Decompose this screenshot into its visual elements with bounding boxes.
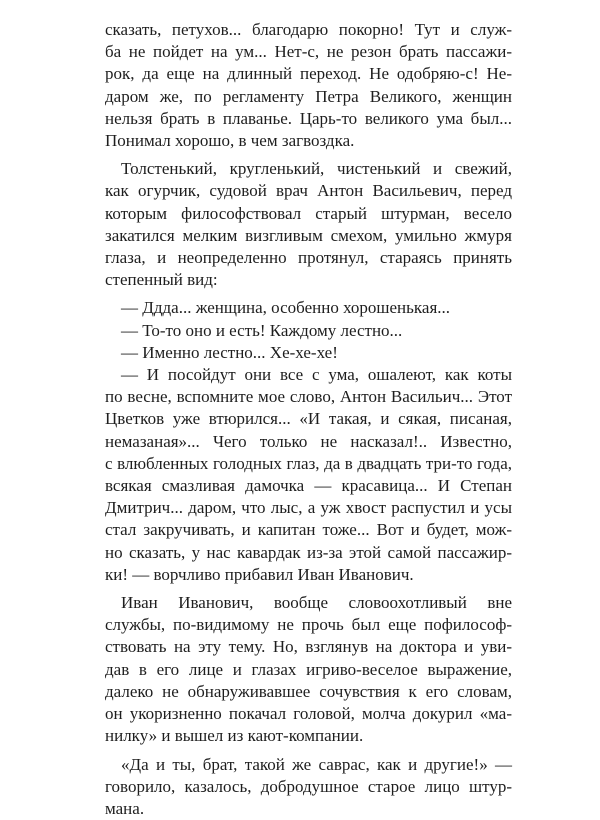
- text-line: «Да и ты, брат, такой же саврас, как и другие!» —: [105, 754, 512, 776]
- text-line: рок, да еще на длинный переход. Не одобряю-с! Не-: [105, 63, 512, 85]
- text-line: немазаная»... Чего только не насказал!.. Известно,: [105, 431, 512, 453]
- text-line: Дмитрич... даром, что лыс, а уж хвост распустил и усы: [105, 497, 512, 519]
- text-line: нельзя брать в плаванье. Царь-то великого ума был...: [105, 108, 512, 130]
- text-line: Понимал хорошо, в чем загвоздка.: [105, 130, 512, 152]
- text-line: сказать, петухов... благодарю покорно! Тут и служ-: [105, 19, 512, 41]
- paragraph: [105, 592, 512, 747]
- text-line: с влюбленных голодных глаз, да в двадцать три-то года,: [105, 453, 512, 475]
- text-line: дав в его лице и глазах игриво-веселое выражение,: [105, 659, 512, 681]
- text-line: службы, по-видимому не прочь был еще пофилософ-: [105, 614, 512, 636]
- text-line: стал закручивать, и капитан тоже... Вот и будет, мож-: [105, 519, 512, 541]
- text-line: Толстенький, кругленький, чистенький и свежий,: [105, 158, 512, 180]
- text-line: Иван Иванович, вообще словоохотливый вне: [105, 592, 512, 614]
- text-line: всякая смазливая дамочка — красавица... И Степан: [105, 475, 512, 497]
- text-line: говорило, казалось, добродушное старое лицо штур-: [105, 776, 512, 798]
- text-line: он укоризненно покачал головой, молча докурил «ма-: [105, 703, 512, 725]
- text-line: которым философствовал старый штурман, весело: [105, 203, 512, 225]
- text-line: мана.: [105, 798, 512, 820]
- dialogue-line: — Ддда... женщина, особенно хорошенькая...: [105, 297, 512, 319]
- text-line: глаза, и неопределенно протянул, стараясь принять: [105, 247, 512, 269]
- text-line: Цветков уже втюрился... «И такая, и сякая, писаная,: [105, 408, 512, 430]
- text-line: по весне, вспомните мое слово, Антон Васильич... Этот: [105, 386, 512, 408]
- paragraph: [105, 364, 512, 586]
- text-line: — И посойдут они все с ума, ошалеют, как коты: [105, 364, 512, 386]
- text-line: как огурчик, судовой врач Антон Васильевич, перед: [105, 180, 512, 202]
- text-line: степенный вид:: [105, 269, 512, 291]
- text-line: закатился мелким визгливым смехом, умильно жмуря: [105, 225, 512, 247]
- text-line: ба не пойдет на ум... Нет-с, не резон брать пассажи-: [105, 41, 512, 63]
- text-line: ки! — ворчливо прибавил Иван Иванович.: [105, 564, 512, 586]
- dialogue-line: — Именно лестно... Хе-хе-хе!: [105, 342, 512, 364]
- text-line: ствовать на эту тему. Но, взглянув на доктора и уви-: [105, 636, 512, 658]
- paragraph: [105, 754, 512, 820]
- text-line: даром же, по регламенту Петра Великого, женщин: [105, 86, 512, 108]
- paragraph: [105, 19, 512, 152]
- text-line: но сказать, у нас кавардак из-за этой самой пассажир-: [105, 542, 512, 564]
- paragraph: [105, 158, 512, 291]
- dialogue-line: — То-то оно и есть! Каждому лестно...: [105, 320, 512, 342]
- text-line: далеко не обнаруживавшее сочувствия к его словам,: [105, 681, 512, 703]
- text-line: нилку» и вышел из кают-компании.: [105, 725, 512, 747]
